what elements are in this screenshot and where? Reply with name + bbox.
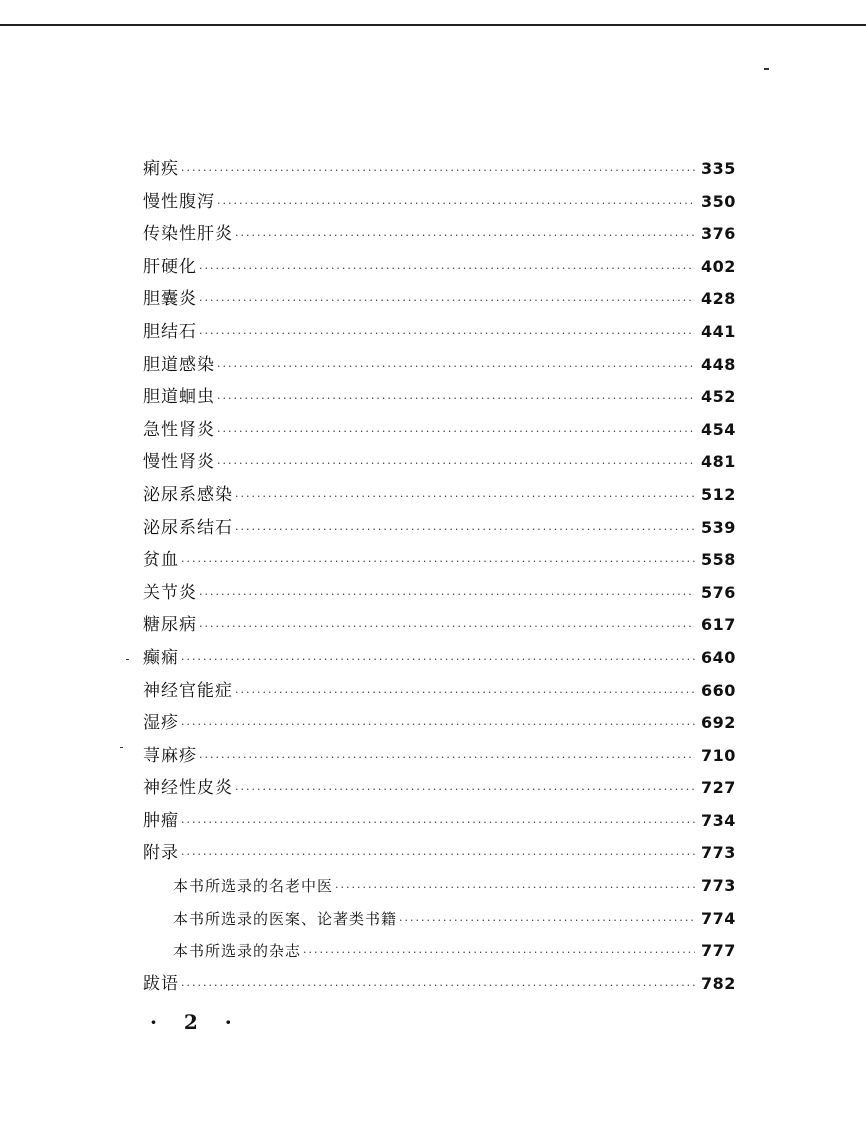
toc-entry-page: 777 <box>701 941 736 961</box>
toc-entry-title: 神经性皮炎 <box>143 778 233 799</box>
toc-entry <box>143 381 735 414</box>
toc-subentry <box>143 903 735 936</box>
toc-entry-title: 贫血 <box>143 550 179 571</box>
toc-entry-title: 跋语 <box>143 973 179 994</box>
toc-entry-title: 胆道感染 <box>143 354 215 375</box>
toc-dot-leader <box>181 546 695 579</box>
toc-entry-page: 335 <box>701 159 736 178</box>
toc-dot-leader <box>199 318 695 351</box>
scan-speck <box>126 659 129 660</box>
toc-entry-title: 本书所选录的名老中医 <box>173 877 334 896</box>
toc-dot-leader <box>217 188 695 221</box>
toc-dot-leader <box>235 220 695 253</box>
toc-entry-title: 糖尿病 <box>143 615 197 636</box>
toc-entry-page: 774 <box>701 908 736 928</box>
table-of-contents <box>143 153 735 1000</box>
toc-dot-leader <box>235 774 695 807</box>
toc-entry <box>143 283 735 316</box>
toc-entry-title: 荨麻疹 <box>143 745 197 766</box>
toc-dot-leader <box>217 416 695 449</box>
toc-entry-page: 558 <box>701 550 736 570</box>
scan-speck <box>764 68 769 70</box>
toc-entry-title: 湿疹 <box>143 713 179 734</box>
toc-subentry <box>143 870 735 903</box>
toc-entry <box>143 577 735 610</box>
toc-dot-leader <box>199 253 695 286</box>
toc-entry <box>143 414 735 447</box>
toc-entry <box>143 218 735 251</box>
toc-entry <box>143 772 735 805</box>
toc-entry-title: 泌尿系结石 <box>143 517 233 538</box>
toc-dot-leader <box>199 579 695 612</box>
toc-entry <box>143 349 735 382</box>
toc-dot-leader <box>181 709 695 742</box>
toc-entry <box>143 446 735 479</box>
toc-dot-leader <box>181 807 695 840</box>
toc-dot-leader <box>199 285 695 318</box>
toc-entry-title: 附录 <box>143 843 179 864</box>
toc-entry <box>143 512 735 545</box>
toc-entry <box>143 675 735 708</box>
toc-dot-leader <box>217 383 695 416</box>
toc-entry <box>143 837 735 870</box>
toc-entry-title: 神经官能症 <box>143 680 233 701</box>
toc-entry-page: 448 <box>701 354 736 374</box>
toc-entry-title: 慢性腹泻 <box>143 191 215 212</box>
toc-dot-leader <box>303 937 695 970</box>
toc-entry <box>143 186 735 219</box>
scan-speck <box>120 747 123 748</box>
toc-entry-page: 402 <box>701 256 736 276</box>
toc-entry-title: 慢性肾炎 <box>143 452 215 473</box>
toc-dot-leader <box>199 742 695 775</box>
toc-dot-leader <box>399 905 695 938</box>
toc-dot-leader <box>199 611 695 644</box>
toc-entry-title: 急性肾炎 <box>143 419 215 440</box>
toc-entry <box>143 968 735 1001</box>
toc-dot-leader <box>181 155 695 188</box>
toc-entry <box>143 316 735 349</box>
toc-entry-title: 泌尿系感染 <box>143 484 233 505</box>
toc-dot-leader <box>235 514 695 547</box>
toc-entry <box>143 805 735 838</box>
toc-entry-title: 肿瘤 <box>143 810 179 831</box>
toc-entry-title: 胆道蛔虫 <box>143 387 215 408</box>
toc-dot-leader <box>235 677 695 710</box>
toc-entry <box>143 740 735 773</box>
toc-entry-page: 773 <box>701 843 736 863</box>
toc-entry <box>143 609 735 642</box>
toc-entry <box>143 251 735 284</box>
toc-entry-page: 617 <box>701 615 736 635</box>
toc-entry <box>143 642 735 675</box>
toc-entry <box>143 153 735 186</box>
toc-subentry <box>143 935 735 968</box>
toc-entry-page: 640 <box>701 647 736 667</box>
toc-entry-page: 376 <box>701 224 736 244</box>
toc-entry <box>143 479 735 512</box>
toc-entry-page: 454 <box>701 419 736 439</box>
toc-entry-page: 773 <box>701 876 736 896</box>
header-rule <box>0 24 866 26</box>
toc-entry-page: 539 <box>701 517 736 537</box>
toc-dot-leader <box>217 351 695 384</box>
toc-dot-leader <box>335 872 695 905</box>
toc-entry-page: 710 <box>701 745 736 765</box>
toc-entry-page: 350 <box>701 191 736 211</box>
toc-entry-title: 胆结石 <box>143 321 197 342</box>
toc-entry-page: 576 <box>701 582 736 602</box>
toc-entry-page: 734 <box>701 810 736 830</box>
toc-entry-title: 痢疾 <box>143 159 179 179</box>
toc-entry-page: 727 <box>701 778 736 798</box>
toc-entry-page: 660 <box>701 680 736 700</box>
toc-dot-leader <box>235 481 695 514</box>
toc-entry-page: 512 <box>701 484 736 504</box>
toc-entry-page: 441 <box>701 321 736 341</box>
toc-entry-title: 关节炎 <box>143 582 197 603</box>
toc-entry-page: 452 <box>701 387 736 407</box>
toc-entry-page: 692 <box>701 713 736 733</box>
toc-entry-page: 481 <box>701 452 736 472</box>
toc-dot-leader <box>181 644 695 677</box>
toc-entry-title: 胆囊炎 <box>143 289 197 310</box>
toc-entry-title: 癫痫 <box>143 647 179 668</box>
toc-dot-leader <box>181 970 695 1003</box>
toc-entry-title: 本书所选录的杂志 <box>173 942 302 961</box>
page-number: · 2 · <box>150 1010 242 1034</box>
toc-dot-leader <box>181 839 695 872</box>
toc-dot-leader <box>217 448 695 481</box>
toc-entry-title: 传染性肝炎 <box>143 224 233 245</box>
toc-entry <box>143 707 735 740</box>
toc-entry-page: 782 <box>701 973 736 993</box>
toc-entry-page: 428 <box>701 289 736 309</box>
toc-entry-title: 本书所选录的医案、论著类书籍 <box>173 909 398 928</box>
toc-entry-title: 肝硬化 <box>143 256 197 277</box>
toc-entry <box>143 544 735 577</box>
